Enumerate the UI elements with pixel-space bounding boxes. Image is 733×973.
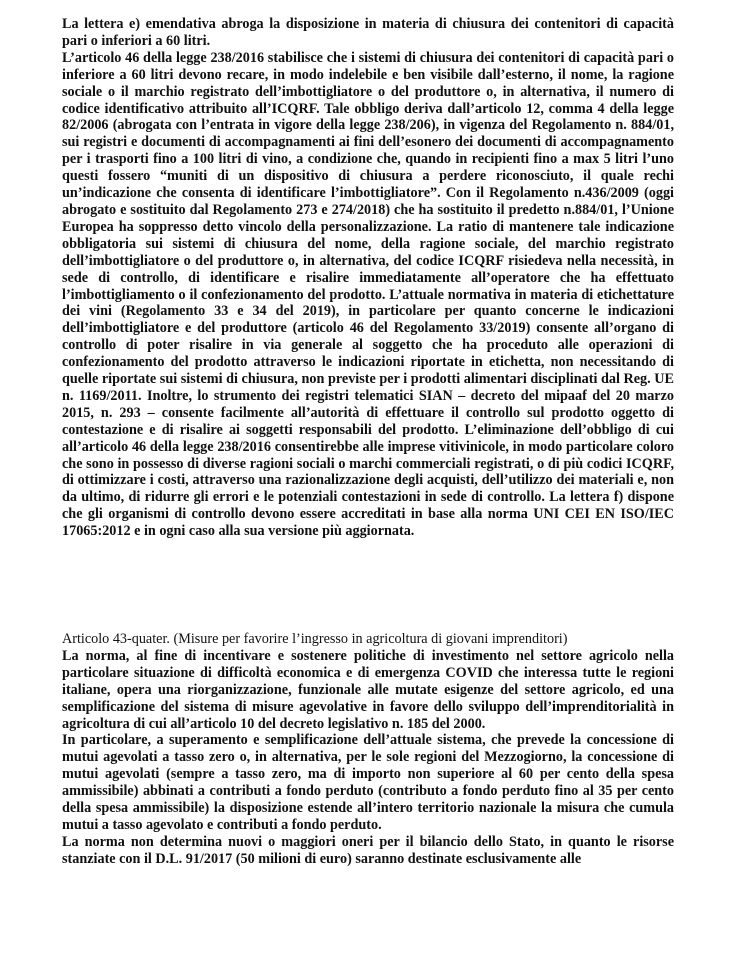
- paragraph-in-particolare: In particolare, a superamento e semplificazione dell’attuale sistema, che prevede la concessione di mutui agevolati a tasso zero o, in alternativa, per le sole regioni del Mezzogiorno, la concessione di mutui agevolati (sempre a tasso zero, ma di importo non superiore al 60 per cento della spesa ammissibile) abbinati a contributi a fondo perduto (contributo a fondo perduto fino al 35 per cento della spesa ammissibile) la disposizione estende all’intero territorio nazionale la misura che cumula mutui a tasso agevolato e contributi a fondo perduto.: [62, 732, 674, 833]
- paragraph-oneri-bilancio: La norma non determina nuovi o maggiori oneri per il bilancio dello Stato, in quanto le risorse stanziate con il D.L. 91/2017 (50 milioni di euro) saranno destinate esclusivamente alle: [62, 833, 674, 867]
- paragraph-articolo-46: L’articolo 46 della legge 238/2016 stabilisce che i sistemi di chiusura dei contenitori di capacità pari o inferiore a 60 litri devono recare, in modo indelebile e ben visibile dall’esterno, il nome, la ragione sociale o il marchio registrato dell’imbottigliatore o del produttore o, in alternativa, il numero di codice identificativo attribuito all’ICQRF. Tale obbligo deriva dall’articolo 12, comma 4 della legge 82/2006 (abrogata con l’entrata in vigore della legge 238/206), in vigenza del Regolamento n. 884/01, sui registri e documenti di accompagnamenti ai fini dell’esonero dei documenti di accompagnamento per i trasporti fino a 100 litri di vino, a condizione che, quando in recipienti fino a max 5 litri l’uno questi fossero “muniti di un dispositivo di chiusura a perdere riconosciuto, il quale rechi un’indicazione che consenta di identificare l’imbottigliatore”. Con il Regolamento n.436/2009 (oggi abrogato e sostituito dal Regolamento 273 e 274/2018) che ha sostituito il predetto n.884/01, l’Unione Europea ha soppresso detto vincolo della personalizzazione. La ratio di mantenere tale indicazione obbligatoria sui sistemi di chiusura del nome, della ragione sociale, del marchio registrato dell’imbottigliatore o del produttore o, in alternativa, del codice ICQRF risiedeva nella necessità, in sede di controllo, di identificare e risalire immediatamente all’operatore che ha effettuato l’imbottigliamento o il confezionamento del prodotto. L’attuale normativa in materia di etichettature dei vini (Regolamento 33 e 34 del 2019), in particolare per quanto concerne le indicazioni dell’imbottigliatore e del produttore (articolo 46 del Regolamento 33/2019) consente all’organo di controllo di poter risalire in via generale al soggetto che ha proceduto alle operazioni di confezionamento del prodotto attraverso le indicazioni riportate in etichetta, non necessitando di quelle riportate sui sistemi di chiusura, non previste per i prodotti alimentari disciplinati dal Reg. UE n. 1169/2011. Inoltre, lo strumento dei registri telematici SIAN – decreto del mipaaf del 20 marzo 2015, n. 293 – consente facilmente all’autorità di effettuare il controllo sul prodotto oggetto di contestazione e di risalire ai soggetti responsabili del prodotto. L’eliminazione dell’obbligo di cui all’articolo 46 della legge 238/2016 consentirebbe alle imprese vitivinicole, in modo particolare coloro che sono in possesso di diverse ragioni sociali o marchi commerciali registrati, o di più codici ICQRF, di ottimizzare i costi, attraverso una razionalizzazione degli acquisti, dell’utilizzo dei materiali e, non da ultimo, di ridurre gli errori e le potenziali contestazioni in sede di controllo. La lettera f) dispone che gli organismi di controllo devono essere accreditati in base alla norma UNI CEI EN ISO/IEC 17065:2012 e in ogni caso alla sua versione più aggiornata.: [62, 49, 674, 540]
- section-heading: Articolo 43-quater. (Misure per favorire l’ingresso in agricoltura di giovani imprenditori): [62, 631, 568, 647]
- paragraph-norma-incentivare: La norma, al fine di incentivare e sostenere politiche di investimento nel settore agricolo nella particolare situazione di difficoltà economica e di emergenza COVID che interessa tutte le regioni italiane, opera una riorganizzazione, funzionale alle mutate esigenze del settore agricolo, ed una semplificazione del sistema di misure agevolative in favore dello sviluppo dell’imprenditorialità in agricoltura di cui all’articolo 10 del decreto legislativo n. 185 del 2000.: [62, 647, 674, 732]
- section-lettera-e: [62, 16, 674, 540]
- section-articolo-43-quater: [62, 631, 674, 868]
- paragraph-lettera-e-intro: La lettera e) emendativa abroga la disposizione in materia di chiusura dei contenitori di capacità pari o inferiori a 60 litri.: [62, 16, 674, 49]
